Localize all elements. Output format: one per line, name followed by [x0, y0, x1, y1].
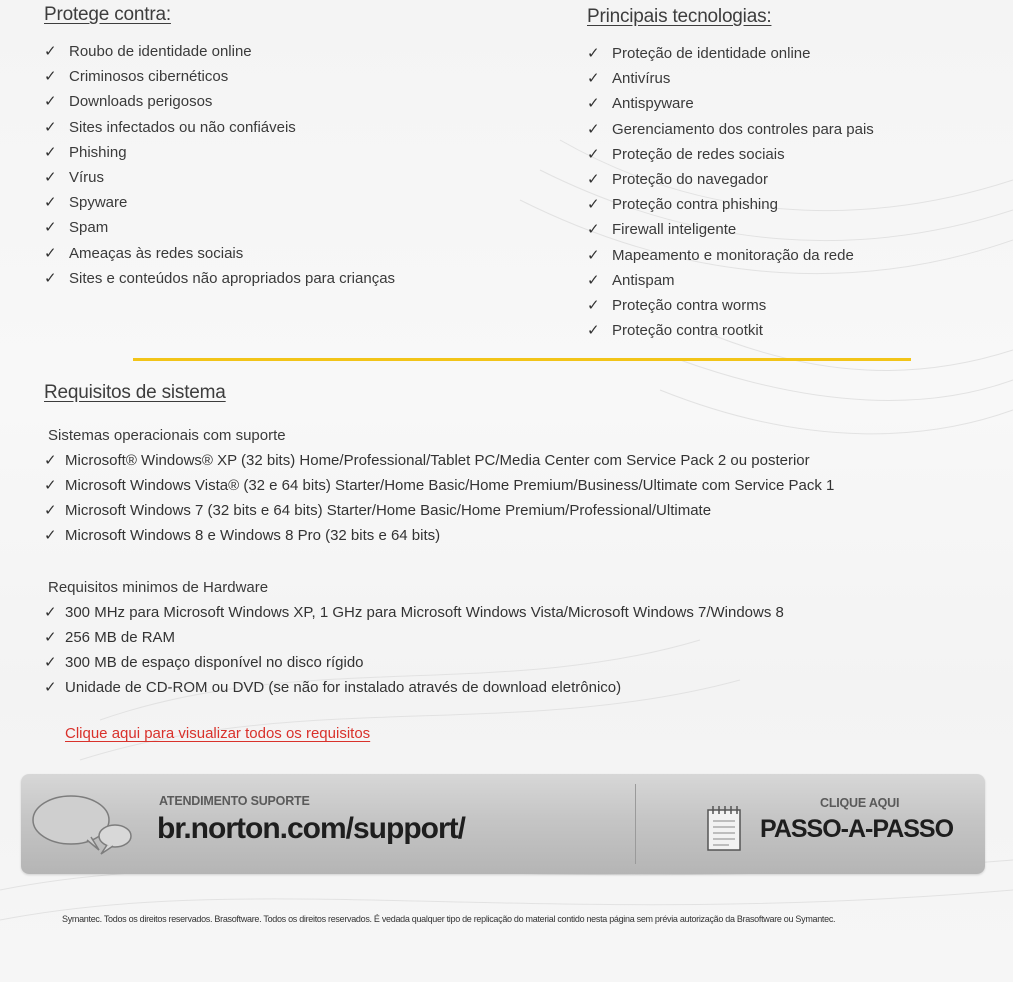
- protege-heading: Protege contra:: [44, 4, 171, 25]
- check-icon: ✓: [44, 43, 57, 60]
- support-link[interactable]: [21, 774, 621, 874]
- check-icon: ✓: [587, 145, 600, 163]
- list-item: [44, 92, 544, 117]
- list-item: [587, 120, 997, 145]
- list-item: [587, 44, 997, 69]
- list-item-label: Proteção de identidade online: [612, 45, 811, 62]
- list-item: [44, 451, 944, 476]
- list-item: [587, 246, 997, 271]
- check-icon: ✓: [44, 168, 57, 186]
- check-icon: ✓: [587, 120, 600, 138]
- requisitos-heading: Requisitos de sistema: [44, 382, 226, 403]
- list-item-label: Spyware: [69, 194, 128, 212]
- list-item: [44, 476, 944, 501]
- list-item: [44, 244, 544, 269]
- list-item: [44, 501, 944, 526]
- list-item: [44, 67, 544, 92]
- list-item: [44, 42, 544, 67]
- check-icon: ✓: [587, 196, 600, 214]
- check-icon: ✓: [44, 654, 57, 671]
- list-item: [587, 94, 997, 119]
- protege-section: [44, 4, 544, 294]
- list-item: [44, 628, 944, 653]
- tecnologias-section: [587, 6, 997, 346]
- os-subheading: Sistemas operacionais com suporte: [48, 427, 286, 444]
- tecnologias-list: [587, 44, 997, 346]
- check-icon: ✓: [44, 502, 57, 519]
- list-item-label: Mapeamento e monitoração da rede: [612, 246, 854, 264]
- check-icon: ✓: [44, 679, 57, 696]
- list-item: [44, 678, 944, 703]
- check-icon: ✓: [44, 93, 57, 111]
- list-item-label: Proteção de redes sociais: [612, 145, 785, 163]
- notepad-icon: [704, 804, 744, 852]
- check-icon: ✓: [587, 246, 600, 264]
- hw-list: [44, 603, 944, 703]
- list-item: [587, 271, 997, 296]
- list-item-label: Criminosos cibernéticos: [69, 68, 229, 86]
- list-item-label: 300 MB de espaço disponível no disco rígido: [65, 654, 364, 671]
- list-item-label: Ameaças às redes sociais: [69, 244, 244, 262]
- check-icon: ✓: [44, 477, 57, 494]
- list-item-label: Gerenciamento dos controles para pais: [612, 120, 874, 138]
- check-icon: ✓: [44, 194, 57, 212]
- check-icon: ✓: [44, 269, 57, 287]
- list-item: [587, 69, 997, 94]
- list-item-label: Phishing: [69, 143, 127, 161]
- list-item-label: Sites e conteúdos não apropriados para crianças: [69, 269, 396, 287]
- list-item-label: Proteção do navegador: [612, 170, 768, 188]
- list-item-label: Sites infectados ou não confiáveis: [69, 118, 296, 136]
- list-item-label: Microsoft Windows 7 (32 bits e 64 bits) Starter/Home Basic/Home Premium/Professional/Ultimate: [65, 502, 712, 519]
- list-item-label: Firewall inteligente: [612, 221, 737, 239]
- check-icon: ✓: [587, 70, 600, 88]
- requisitos-section: [44, 382, 944, 703]
- list-item-label: Microsoft® Windows® XP (32 bits) Home/Professional/Tablet PC/Media Center com Service Pack 2 ou posterior: [65, 452, 810, 469]
- check-icon: ✓: [44, 143, 57, 161]
- list-item: [44, 269, 544, 294]
- check-icon: ✓: [587, 296, 600, 314]
- list-item-label: Proteção contra rootkit: [612, 322, 763, 340]
- support-bar: [21, 774, 985, 874]
- tecnologias-heading: Principais tecnologias:: [587, 6, 772, 27]
- check-icon: ✓: [587, 45, 600, 62]
- list-item: [44, 526, 944, 551]
- list-item: [587, 145, 997, 170]
- list-item-label: Proteção contra phishing: [612, 196, 778, 214]
- support-label: ATENDIMENTO SUPORTE: [159, 794, 310, 808]
- check-icon: ✓: [44, 244, 57, 262]
- check-icon: ✓: [44, 527, 57, 544]
- footer-copyright: Symantec. Todos os direitos reservados. Brasoftware. Todos os direitos reservados. É vedada qualquer tipo de replicação do material contido nesta página sem prévia autorização da Brasoftware ou Symantec.: [62, 914, 836, 924]
- list-item: [587, 321, 997, 346]
- check-icon: ✓: [44, 604, 57, 621]
- check-icon: ✓: [587, 221, 600, 239]
- list-item-label: Spam: [69, 219, 109, 237]
- list-item: [44, 653, 944, 678]
- check-icon: ✓: [587, 271, 600, 289]
- list-item-label: 300 MHz para Microsoft Windows XP, 1 GHz para Microsoft Windows Vista/Microsoft Windows 7/Windows 8: [65, 604, 784, 621]
- check-icon: ✓: [44, 219, 57, 237]
- list-item: [587, 195, 997, 220]
- section-divider: [133, 358, 911, 361]
- list-item: [587, 170, 997, 195]
- list-item: [44, 118, 544, 143]
- list-item-label: Unidade de CD-ROM ou DVD (se não for instalado através de download eletrônico): [65, 679, 622, 696]
- list-item: [44, 168, 544, 193]
- list-item-label: Antivírus: [612, 70, 671, 88]
- list-item: [587, 220, 997, 245]
- check-icon: ✓: [44, 118, 57, 136]
- check-icon: ✓: [587, 170, 600, 188]
- list-item: [44, 193, 544, 218]
- list-item-label: Roubo de identidade online: [69, 43, 252, 60]
- list-item-label: Microsoft Windows 8 e Windows 8 Pro (32 bits e 64 bits): [65, 527, 441, 544]
- list-item-label: Antispyware: [612, 95, 694, 113]
- check-icon: ✓: [587, 95, 600, 113]
- list-item-label: Vírus: [69, 168, 105, 186]
- check-icon: ✓: [44, 68, 57, 86]
- os-list: [44, 451, 944, 551]
- list-item: [44, 143, 544, 168]
- support-url: br.norton.com/support/: [157, 812, 465, 845]
- step-by-step-button[interactable]: [636, 774, 985, 874]
- step-label: CLIQUE AQUI: [820, 796, 900, 810]
- list-item-label: Proteção contra worms: [612, 296, 767, 314]
- check-icon: ✓: [44, 452, 57, 469]
- list-item-label: 256 MB de RAM: [65, 629, 176, 646]
- list-item: [44, 603, 944, 628]
- list-item-label: Downloads perigosos: [69, 93, 213, 111]
- view-all-requirements-link[interactable]: Clique aqui para visualizar todos os requisitos: [65, 725, 371, 742]
- list-item-label: Antispam: [612, 271, 675, 289]
- check-icon: ✓: [587, 322, 600, 340]
- hw-subheading: Requisitos minimos de Hardware: [48, 579, 269, 596]
- protege-list: [44, 42, 544, 294]
- list-item: [587, 296, 997, 321]
- check-icon: ✓: [44, 629, 57, 646]
- speech-bubbles-icon: [29, 792, 135, 860]
- list-item-label: Microsoft Windows Vista® (32 e 64 bits) Starter/Home Basic/Home Premium/Business/Ultimate com Service Pack 1: [65, 477, 835, 494]
- step-text: PASSO-A-PASSO: [760, 815, 954, 843]
- list-item: [44, 218, 544, 243]
